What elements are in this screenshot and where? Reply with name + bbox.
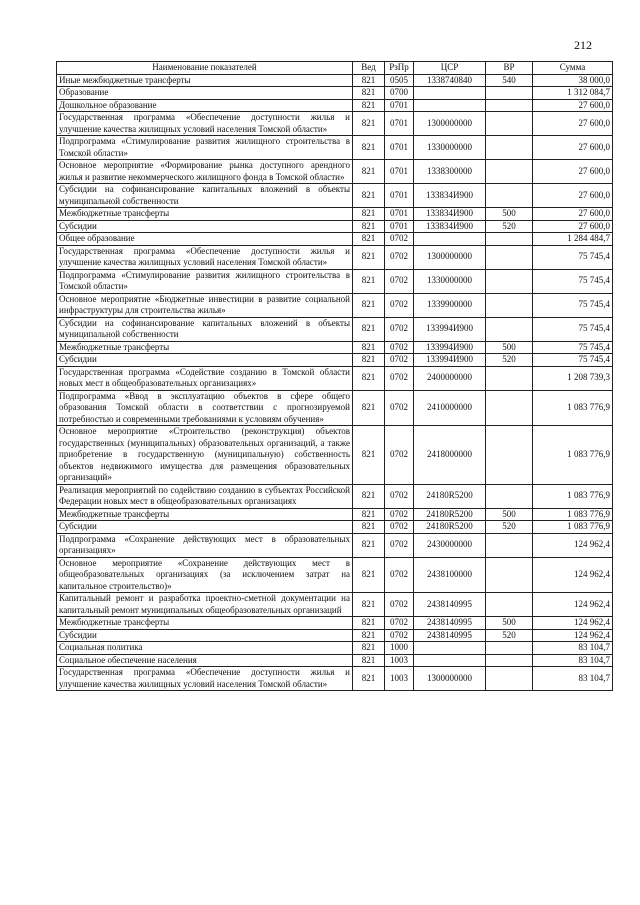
cell-rzpr: 0701: [385, 136, 414, 160]
cell-csr: 1330000000: [414, 269, 486, 293]
cell-csr: 133834И900: [414, 208, 486, 221]
cell-sum: 1 083 776,9: [533, 521, 613, 534]
table-row: [57, 245, 613, 269]
cell-name: Межбюджетные трансферты: [57, 617, 353, 630]
cell-rzpr: 0702: [385, 484, 414, 508]
cell-rzpr: 1003: [385, 654, 414, 667]
cell-vr: [486, 293, 533, 317]
cell-rzpr: 0702: [385, 533, 414, 557]
cell-vr: [486, 184, 533, 208]
cell-csr: 133994И900: [414, 317, 486, 341]
cell-rzpr: 0702: [385, 390, 414, 426]
cell-rzpr: 0702: [385, 317, 414, 341]
cell-vr: [486, 557, 533, 593]
cell-name: Подпрограмма «Стимулирование развития жилищного строительства в Томской области»: [57, 269, 353, 293]
cell-sum: 1 284 484,7: [533, 233, 613, 246]
cell-rzpr: 0702: [385, 593, 414, 617]
cell-ved: 821: [353, 293, 385, 317]
cell-rzpr: 0702: [385, 293, 414, 317]
table-row: [57, 233, 613, 246]
table-body: [57, 74, 613, 691]
cell-sum: 27 600,0: [533, 112, 613, 136]
cell-name: Государственная программа «Обеспечение доступности жилья и улучшение качества жилищных условий населения Томской области»: [57, 245, 353, 269]
cell-ved: 821: [353, 366, 385, 390]
cell-ved: 821: [353, 593, 385, 617]
cell-vr: [486, 366, 533, 390]
table-row: [57, 533, 613, 557]
cell-csr: 1339900000: [414, 293, 486, 317]
cell-sum: 27 600,0: [533, 99, 613, 112]
cell-vr: [486, 269, 533, 293]
cell-rzpr: 0700: [385, 87, 414, 100]
cell-ved: 821: [353, 642, 385, 655]
cell-csr: 2438140995: [414, 617, 486, 630]
cell-csr: 2410000000: [414, 390, 486, 426]
cell-name: Основное мероприятие «Сохранение действующих мест в общеобразовательных организациях (за исключением затрат на капитальное строительство)»: [57, 557, 353, 593]
cell-csr: 1330000000: [414, 136, 486, 160]
cell-name: Государственная программа «Обеспечение доступности жилья и улучшение качества жилищных условий населения Томской области»: [57, 667, 353, 691]
table-row: [57, 74, 613, 87]
cell-name: Капитальный ремонт и разработка проектно-сметной документации на капитальный ремонт муниципальных общеобразовательных организаций: [57, 593, 353, 617]
cell-vr: [486, 317, 533, 341]
cell-rzpr: 0701: [385, 112, 414, 136]
cell-ved: 821: [353, 426, 385, 485]
cell-name: Иные межбюджетные трансферты: [57, 74, 353, 87]
cell-name: Основное мероприятие «Формирование рынка доступного арендного жилья и развитие некоммерческого жилищного фонда в Томской области»: [57, 160, 353, 184]
cell-vr: 500: [486, 208, 533, 221]
cell-rzpr: 0702: [385, 354, 414, 367]
cell-csr: [414, 87, 486, 100]
cell-sum: 27 600,0: [533, 160, 613, 184]
cell-rzpr: 0701: [385, 99, 414, 112]
cell-ved: 821: [353, 87, 385, 100]
cell-ved: 821: [353, 557, 385, 593]
cell-vr: [486, 533, 533, 557]
cell-sum: 1 083 776,9: [533, 484, 613, 508]
cell-vr: [486, 593, 533, 617]
header-csr: ЦСР: [414, 62, 486, 75]
cell-name: Реализация мероприятий по содействию созданию в субъектах Российской Федерации новых мест в общеобразовательных организациях: [57, 484, 353, 508]
cell-sum: 124 962,4: [533, 557, 613, 593]
cell-sum: 124 962,4: [533, 533, 613, 557]
cell-csr: 2438140995: [414, 593, 486, 617]
cell-rzpr: 0702: [385, 269, 414, 293]
cell-csr: 24180R5200: [414, 484, 486, 508]
table-row: [57, 593, 613, 617]
cell-vr: [486, 484, 533, 508]
cell-rzpr: 0702: [385, 629, 414, 642]
cell-name: Субсидии: [57, 521, 353, 534]
cell-csr: 1338740840: [414, 74, 486, 87]
table-row: [57, 112, 613, 136]
cell-sum: 1 083 776,9: [533, 426, 613, 485]
table-row: [57, 667, 613, 691]
cell-sum: 75 745,4: [533, 269, 613, 293]
cell-rzpr: 0701: [385, 160, 414, 184]
cell-csr: 2418000000: [414, 426, 486, 485]
cell-ved: 821: [353, 208, 385, 221]
cell-ved: 821: [353, 508, 385, 521]
cell-ved: 821: [353, 184, 385, 208]
cell-csr: 24180R5200: [414, 521, 486, 534]
cell-name: Основное мероприятие «Строительство (реконструкция) объектов государственных (муниципальных) образовательных организаций, а также приобретение в государственную (муниципальную) собственность объектов недвижимого имущества для размещения образовательных организаций»: [57, 426, 353, 485]
cell-vr: [486, 642, 533, 655]
cell-rzpr: 0701: [385, 220, 414, 233]
cell-csr: 2438100000: [414, 557, 486, 593]
cell-vr: 520: [486, 629, 533, 642]
cell-csr: 133994И900: [414, 354, 486, 367]
table-row: [57, 629, 613, 642]
cell-vr: 520: [486, 354, 533, 367]
cell-rzpr: 0701: [385, 184, 414, 208]
cell-ved: 821: [353, 136, 385, 160]
header-rzpr: РзПр: [385, 62, 414, 75]
cell-sum: 1 083 776,9: [533, 508, 613, 521]
cell-vr: [486, 160, 533, 184]
cell-ved: 821: [353, 160, 385, 184]
cell-sum: 83 104,7: [533, 642, 613, 655]
cell-csr: 1338300000: [414, 160, 486, 184]
cell-name: Государственная программа «Содействие созданию в Томской области новых мест в общеобразовательных организациях»: [57, 366, 353, 390]
table-row: [57, 366, 613, 390]
table-row: [57, 341, 613, 354]
cell-ved: 821: [353, 341, 385, 354]
cell-rzpr: 1000: [385, 642, 414, 655]
cell-name: Социальная политика: [57, 642, 353, 655]
cell-vr: [486, 87, 533, 100]
table-row: [57, 557, 613, 593]
cell-name: Подпрограмма «Стимулирование развития жилищного строительства в Томской области»: [57, 136, 353, 160]
cell-name: Основное мероприятие «Бюджетные инвестиции в развитие социальной инфраструктуры для строительства жилья»: [57, 293, 353, 317]
cell-ved: 821: [353, 617, 385, 630]
cell-ved: 821: [353, 112, 385, 136]
cell-sum: 124 962,4: [533, 617, 613, 630]
cell-name: Межбюджетные трансферты: [57, 508, 353, 521]
cell-rzpr: 0702: [385, 557, 414, 593]
budget-table: [56, 61, 613, 691]
cell-sum: 27 600,0: [533, 184, 613, 208]
cell-ved: 821: [353, 269, 385, 293]
cell-vr: [486, 99, 533, 112]
cell-name: Субсидии: [57, 354, 353, 367]
cell-ved: 821: [353, 484, 385, 508]
cell-sum: 27 600,0: [533, 208, 613, 221]
table-row: [57, 293, 613, 317]
table-row: [57, 220, 613, 233]
cell-rzpr: 0702: [385, 341, 414, 354]
cell-sum: 27 600,0: [533, 136, 613, 160]
cell-csr: 1300000000: [414, 245, 486, 269]
cell-csr: 133994И900: [414, 341, 486, 354]
cell-ved: 821: [353, 533, 385, 557]
cell-sum: 83 104,7: [533, 667, 613, 691]
cell-csr: [414, 654, 486, 667]
table-row: [57, 184, 613, 208]
cell-csr: 133834И900: [414, 184, 486, 208]
cell-vr: 520: [486, 220, 533, 233]
header-sum: Сумма: [533, 62, 613, 75]
cell-sum: 75 745,4: [533, 341, 613, 354]
cell-csr: 2438140995: [414, 629, 486, 642]
cell-vr: [486, 654, 533, 667]
cell-name: Государственная программа «Обеспечение доступности жилья и улучшение качества жилищных условий населения Томской области»: [57, 112, 353, 136]
table-row: [57, 617, 613, 630]
cell-sum: 75 745,4: [533, 354, 613, 367]
cell-ved: 821: [353, 74, 385, 87]
header-name: Наименование показателей: [57, 62, 353, 75]
table-row: [57, 426, 613, 485]
table-row: [57, 484, 613, 508]
cell-ved: 821: [353, 521, 385, 534]
cell-name: Субсидии: [57, 220, 353, 233]
page-number: 212: [574, 38, 592, 52]
cell-rzpr: 0702: [385, 366, 414, 390]
cell-name: Межбюджетные трансферты: [57, 208, 353, 221]
cell-vr: [486, 136, 533, 160]
cell-name: Подпрограмма «Сохранение действующих мест в образовательных организациях»: [57, 533, 353, 557]
cell-name: Субсидии на софинансирование капитальных вложений в объекты муниципальной собственности: [57, 317, 353, 341]
cell-csr: 2430000000: [414, 533, 486, 557]
cell-csr: 2400000000: [414, 366, 486, 390]
cell-name: Подпрограмма «Ввод в эксплуатацию объектов в сфере общего образования Томской области в соответствии с прогнозируемой потребностью и современными требованиями к условиям обучения»: [57, 390, 353, 426]
table-row: [57, 317, 613, 341]
cell-ved: 821: [353, 654, 385, 667]
table-row: [57, 654, 613, 667]
cell-vr: [486, 426, 533, 485]
header-row: [57, 62, 613, 75]
cell-rzpr: 0505: [385, 74, 414, 87]
cell-sum: 1 083 776,9: [533, 390, 613, 426]
cell-csr: 133834И900: [414, 220, 486, 233]
cell-vr: 500: [486, 617, 533, 630]
table-row: [57, 99, 613, 112]
cell-vr: [486, 390, 533, 426]
header-vr: ВР: [486, 62, 533, 75]
cell-csr: 1300000000: [414, 112, 486, 136]
cell-vr: [486, 245, 533, 269]
cell-sum: 27 600,0: [533, 220, 613, 233]
cell-csr: [414, 99, 486, 112]
cell-ved: 821: [353, 629, 385, 642]
table-row: [57, 87, 613, 100]
header-ved: Вед: [353, 62, 385, 75]
cell-name: Межбюджетные трансферты: [57, 341, 353, 354]
cell-vr: 520: [486, 521, 533, 534]
cell-csr: 24180R5200: [414, 508, 486, 521]
cell-rzpr: 0702: [385, 233, 414, 246]
cell-sum: 124 962,4: [533, 629, 613, 642]
cell-rzpr: 1003: [385, 667, 414, 691]
cell-sum: 83 104,7: [533, 654, 613, 667]
cell-vr: [486, 667, 533, 691]
cell-ved: 821: [353, 99, 385, 112]
cell-sum: 1 312 084,7: [533, 87, 613, 100]
cell-rzpr: 0702: [385, 508, 414, 521]
cell-name: Социальное обеспечение населения: [57, 654, 353, 667]
cell-rzpr: 0702: [385, 521, 414, 534]
cell-sum: 75 745,4: [533, 317, 613, 341]
table-row: [57, 390, 613, 426]
table-row: [57, 160, 613, 184]
cell-csr: [414, 642, 486, 655]
table-row: [57, 354, 613, 367]
cell-name: Дошкольное образование: [57, 99, 353, 112]
cell-sum: 124 962,4: [533, 593, 613, 617]
table-row: [57, 642, 613, 655]
cell-name: Общее образование: [57, 233, 353, 246]
cell-vr: [486, 233, 533, 246]
cell-ved: 821: [353, 245, 385, 269]
table-row: [57, 508, 613, 521]
cell-ved: 821: [353, 220, 385, 233]
cell-sum: 1 208 739,3: [533, 366, 613, 390]
cell-ved: 821: [353, 667, 385, 691]
cell-vr: 500: [486, 508, 533, 521]
cell-ved: 821: [353, 390, 385, 426]
cell-rzpr: 0702: [385, 617, 414, 630]
cell-name: Образование: [57, 87, 353, 100]
cell-rzpr: 0702: [385, 245, 414, 269]
cell-vr: [486, 112, 533, 136]
cell-sum: 38 000,0: [533, 74, 613, 87]
table-row: [57, 208, 613, 221]
cell-name: Субсидии на софинансирование капитальных вложений в объекты муниципальной собственности: [57, 184, 353, 208]
cell-vr: 500: [486, 341, 533, 354]
cell-rzpr: 0701: [385, 208, 414, 221]
cell-sum: 75 745,4: [533, 245, 613, 269]
cell-ved: 821: [353, 233, 385, 246]
table-row: [57, 136, 613, 160]
cell-ved: 821: [353, 317, 385, 341]
table-row: [57, 521, 613, 534]
cell-vr: 540: [486, 74, 533, 87]
table-row: [57, 269, 613, 293]
cell-csr: [414, 233, 486, 246]
cell-csr: 1300000000: [414, 667, 486, 691]
cell-ved: 821: [353, 354, 385, 367]
cell-name: Субсидии: [57, 629, 353, 642]
table-header: [57, 62, 613, 75]
cell-sum: 75 745,4: [533, 293, 613, 317]
cell-rzpr: 0702: [385, 426, 414, 485]
